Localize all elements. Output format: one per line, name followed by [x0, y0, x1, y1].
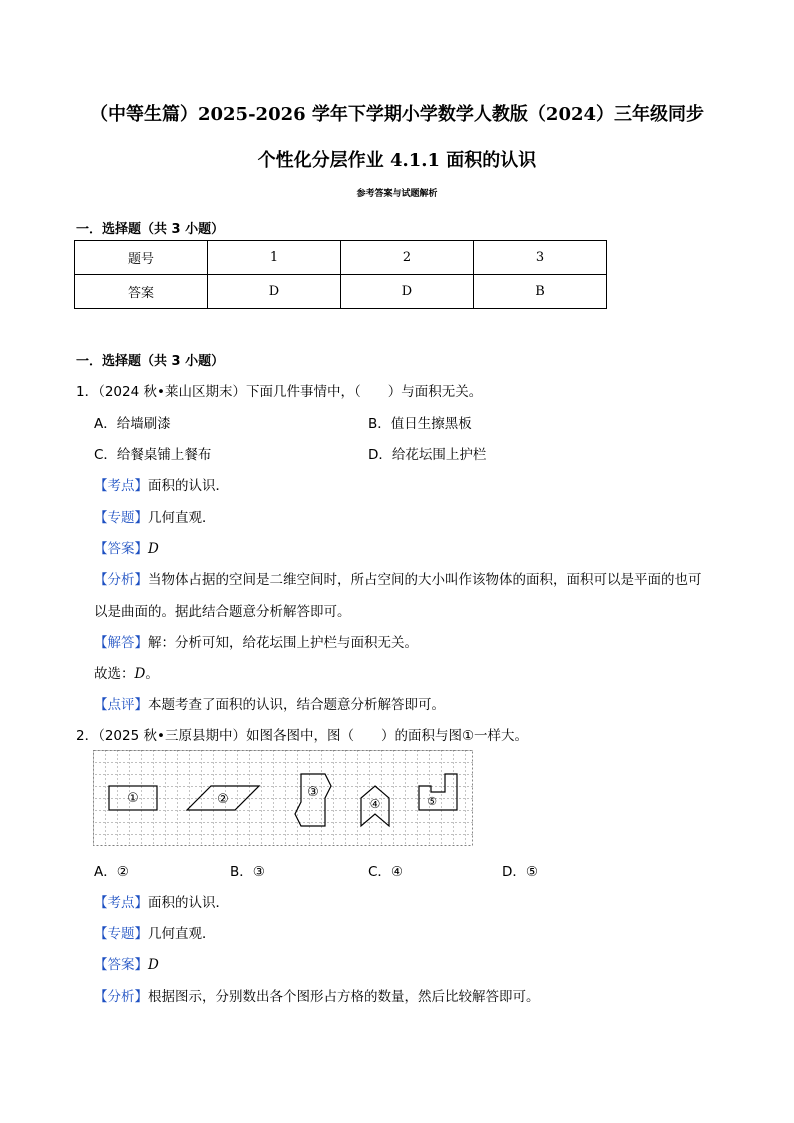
answer-tag: 【答案】 [94, 541, 148, 557]
figure-label-4: ④ [369, 797, 381, 811]
analysis-tag: 【分析】 [94, 989, 148, 1005]
question-2-option-b: B．③ [230, 864, 265, 880]
detail-section-heading: 一．选择题（共 3 小题） [76, 354, 225, 369]
question-1-zhuanti [94, 506, 216, 526]
table-cell: D [341, 275, 474, 309]
table-cell: D [208, 275, 341, 309]
zhuanti-tag: 【专题】 [94, 926, 148, 942]
question-1-option-c: C．给餐桌铺上餐布 [94, 447, 212, 463]
dashed-grid [93, 750, 473, 846]
question-1-option-a: A．给墙刷漆 [94, 416, 171, 432]
zhuanti-tag: 【专题】 [94, 510, 148, 526]
comment-text: 本题考查了面积的认识，结合题意分析解答即可。 [148, 697, 445, 713]
figure-label-1: ① [127, 791, 139, 806]
kaodian-tag: 【考点】 [94, 478, 148, 494]
table-cell: 1 [208, 241, 341, 275]
question-1-stem: 1．（2024 秋•莱山区期末）下面几件事情中，（ ）与面积无关。 [76, 384, 483, 400]
question-1-analysis-line1 [94, 568, 702, 588]
question-1-solution [94, 631, 418, 651]
table-row [75, 241, 607, 275]
solution-text: 解：分析可知，给花坛围上护栏与面积无关。 [148, 635, 418, 651]
document-title-line2: 个性化分层作业 4.1.1 面积的认识 [257, 150, 537, 171]
answer-section-heading: 一．选择题（共 3 小题） [76, 222, 225, 237]
figure-label-5: ⑤ [427, 795, 437, 808]
question-1-option-d: D．给花坛围上护栏 [368, 447, 487, 463]
question-2-zhuanti [94, 922, 216, 942]
question-1-option-b: B．值日生擦黑板 [368, 416, 472, 432]
table-cell: B [474, 275, 607, 309]
kaodian-text: 面积的认识． [148, 478, 229, 494]
answer-tag: 【答案】 [94, 957, 148, 973]
figure-label-3: ③ [307, 785, 319, 800]
analysis-text: 当物体占据的空间是二维空间时，所占空间的大小叫作该物体的面积，面积可以是平面的也可 [148, 572, 702, 588]
choice-end: 。 [145, 666, 159, 682]
table-cell: 题号 [75, 241, 208, 275]
answer-table [74, 240, 607, 309]
zhuanti-text: 几何直观． [148, 926, 216, 942]
choice-value: D [134, 666, 146, 682]
grid-figure [93, 750, 475, 846]
document-subtitle: 参考答案与试题解析 [356, 189, 438, 199]
table-cell: 2 [341, 241, 474, 275]
question-2-stem: 2．（2025 秋•三原县期中）如图各图中，图（ ）的面积与图①一样大。 [76, 728, 529, 744]
table-cell: 答案 [75, 275, 208, 309]
analysis-tag: 【分析】 [94, 572, 148, 588]
question-1-analysis-line2: 以是曲面的。据此结合题意分析解答即可。 [94, 604, 351, 620]
figure-label-2: ② [217, 792, 229, 807]
document-title-line1: （中等生篇）2025-2026 学年下学期小学数学人教版（2024）三年级同步 [89, 104, 705, 125]
answer-value: D [148, 541, 159, 557]
zhuanti-text: 几何直观． [148, 510, 216, 526]
question-2-kaodian [94, 891, 229, 911]
question-1-comment [94, 693, 445, 713]
kaodian-tag: 【考点】 [94, 895, 148, 911]
answer-value: D [148, 957, 159, 973]
table-cell: 3 [474, 241, 607, 275]
question-1-choice [94, 662, 159, 682]
comment-tag: 【点评】 [94, 697, 148, 713]
question-2-option-c: C．④ [368, 864, 404, 880]
kaodian-text: 面积的认识． [148, 895, 229, 911]
question-2-analysis [94, 985, 540, 1005]
question-2-option-d: D．⑤ [502, 864, 538, 880]
table-row [75, 275, 607, 309]
question-1-kaodian [94, 474, 229, 494]
analysis-text: 根据图示，分别数出各个图形占方格的数量，然后比较解答即可。 [148, 989, 540, 1005]
solution-tag: 【解答】 [94, 635, 148, 651]
question-1-answer [94, 537, 159, 557]
choice-label: 故选： [94, 666, 135, 682]
question-2-option-a: A．② [94, 864, 129, 880]
question-2-answer [94, 953, 159, 973]
